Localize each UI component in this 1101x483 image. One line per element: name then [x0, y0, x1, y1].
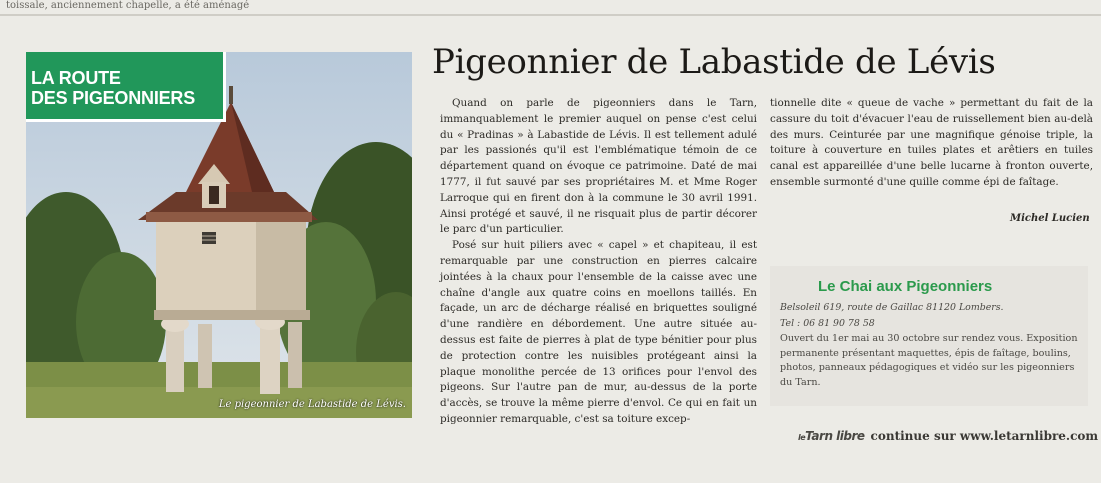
info-description: Ouvert du 1er mai au 30 octobre sur rendez vous. Exposition permanente présentant maquettes, épis de faîtage, boulins, photos, panneaux pédagogiques et vidéo sur les pigeonniers du Tarn.	[780, 333, 1078, 388]
route-des-pigeonniers-badge	[26, 52, 226, 122]
info-box-title: Le Chai aux Pigeonniers	[818, 278, 993, 295]
paragraph-3: tionnelle dite « queue de vache » permettant du fait de la cassure du toit d'évacuer l'eau de ruissellement bien au-delà des murs. Ceinturée par une magnifique génoise triple, la toiture à couverture en tuiles plates et arêtiers en tuiles canal est appareillée d'une belle lucarne à fronton ouverte, ensemble surmonté d'une quille comme épi de faîtage.	[770, 97, 1093, 188]
paragraph-2: Posé sur huit piliers avec « capel » et chapiteau, il est remarquable par une construction en pierres calcaire jointées à la chaux pour l'ensemble de la caisse avec une chaîne d'angle aux quatre coins en moellons taillés. En façade, un arc de décharge réalisé en briquettes souligné d'une randière en débordement. Une autre située au-dessus est faite de pierres à plat de type bénitier pour plus de protection contre les nuisibles protégeant ainsi la plaque monolithe percée de 13 orifices pour l'envol des pigeons. Sur l'autre pan de mur, au-dessus de la porte d'accès, se trouve la même pierre d'envol. Ce qui en fait un pigeonnier remarquable, c'est sa toiture excep-	[440, 239, 757, 425]
footer-continue-text: continue sur www.letarnlibre.com	[870, 429, 1099, 443]
footer	[798, 429, 1098, 443]
logo-name: Tarn libre	[805, 429, 865, 443]
previous-article-fragment: toissale, anciennement chapelle, a été aménagé	[6, 0, 250, 11]
info-address: Belsoleil 619, route de Gaillac 81120 Lombers.	[780, 302, 1004, 313]
photo-caption: Le pigeonnier de Labastide de Lévis.	[218, 399, 406, 410]
info-phone: Tel : 06 81 90 78 58	[780, 318, 875, 329]
paragraph-1: Quand on parle de pigeonniers dans le Tarn, immanquablement le premier auquel on pense c'est celui du « Pradinas » à Labastide de Lévis. Il est tellement adulé par les passionés qu'il est l'emblématique témoin de ce département quand on évoque ce patrimoine. Daté de mai 1777, il fut sauvé par ses propriétaires M. et Mme Roger Larroque qui en firent don à la commune le 30 avril 1991. Ainsi protégé et sauvé, il ne risquait plus de partir décorer le parc d'un particulier.	[440, 97, 757, 236]
badge-line-1: LA ROUTE	[31, 68, 121, 88]
article-column-1	[440, 96, 757, 428]
top-divider	[0, 14, 1101, 16]
info-box	[770, 266, 1088, 406]
author-byline: Michel Lucien	[1010, 213, 1090, 224]
pigeonnier-photo	[26, 52, 412, 418]
article-column-2	[770, 96, 1093, 191]
tarn-libre-logo	[798, 429, 865, 443]
badge-line-2: DES PIGEONNIERS	[31, 88, 196, 108]
article-title: Pigeonnier de Labastide de Lévis	[432, 42, 996, 82]
logo-prefix: le	[798, 433, 806, 442]
